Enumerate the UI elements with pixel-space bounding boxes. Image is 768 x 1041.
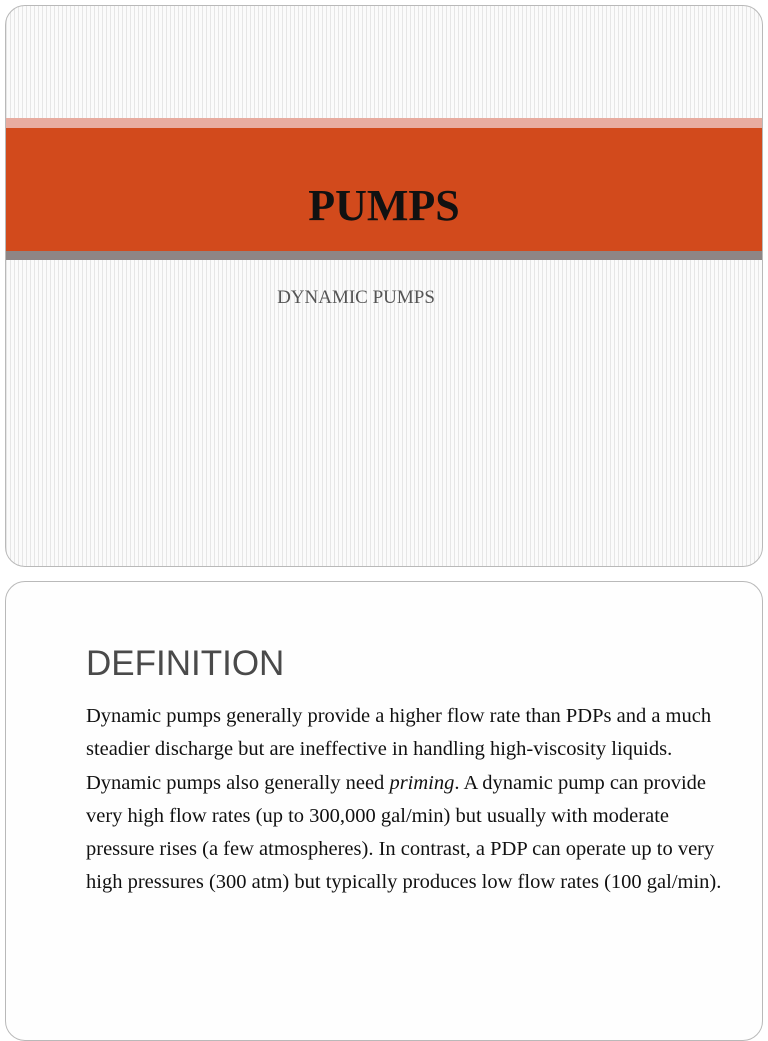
slide-subtitle: DYNAMIC PUMPS <box>277 287 435 308</box>
title-slide <box>5 5 763 567</box>
title-band-bottom-stripe <box>6 251 762 260</box>
slide-title: PUMPS <box>308 181 460 230</box>
definition-body-part1: Dynamic pumps generally provide a higher flow rate than PDPs and a much steadier discharge but are ineffective in handling high-viscosity liquids. Dynamic pumps also generally need <box>86 705 712 794</box>
definition-slide <box>5 581 763 1041</box>
definition-body <box>86 700 736 900</box>
definition-body-part2: . A dynamic pump can provide very high flow rates (up to 300,000 gal/min) but usually with moderate pressure rises (a few atmospheres). In contrast, a PDP can operate up to very high pressures (300 atm) but typically produces low flow rates (100 gal/min). <box>86 771 722 894</box>
definition-heading: DEFINITION <box>86 644 285 683</box>
title-band-top-stripe <box>6 118 762 128</box>
priming-term: priming <box>389 771 455 794</box>
